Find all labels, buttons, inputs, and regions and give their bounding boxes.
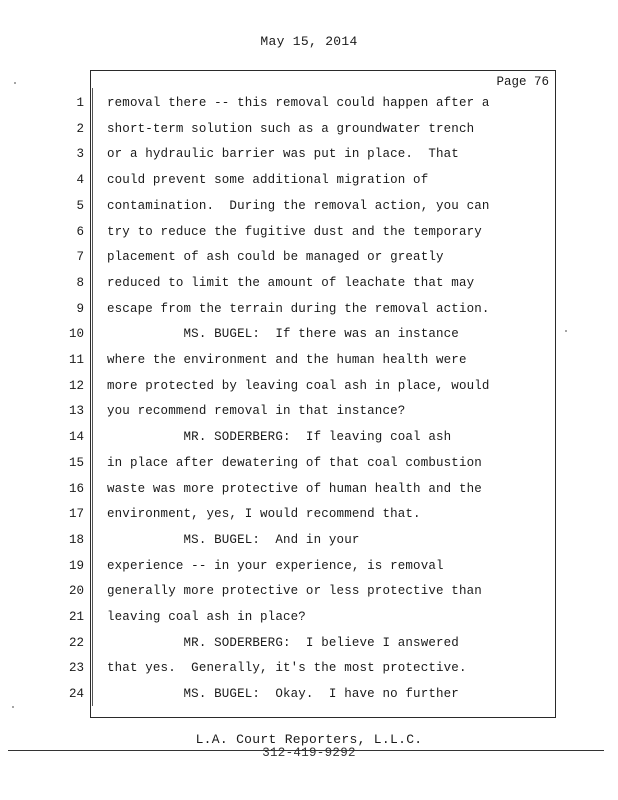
line-number: 5 — [76, 198, 84, 213]
line-text: MR. SODERBERG: If leaving coal ash — [107, 430, 452, 445]
transcript-line — [0, 275, 618, 295]
footer-phone: 312-419-9292 — [262, 746, 356, 760]
line-number: 14 — [68, 430, 84, 445]
line-number: 7 — [76, 250, 84, 265]
line-number: 16 — [68, 481, 84, 496]
line-number: 13 — [68, 404, 84, 419]
line-text: leaving coal ash in place? — [107, 610, 306, 624]
transcript-line — [0, 378, 618, 398]
line-number: 4 — [76, 173, 84, 188]
line-text: or a hydraulic barrier was put in place. That — [107, 147, 459, 162]
line-text: could prevent some additional migration of — [107, 173, 429, 188]
line-text: short-term solution such as a groundwater trench — [107, 121, 475, 136]
line-text: you recommend removal in that instance? — [107, 404, 406, 419]
line-number: 21 — [68, 610, 84, 624]
transcript-line — [0, 403, 618, 423]
transcript-line — [0, 609, 618, 629]
line-text: in place after dewatering of that coal combustion — [107, 455, 482, 470]
transcript-line — [0, 455, 618, 475]
line-number: 15 — [68, 455, 84, 470]
line-number: 1 — [76, 96, 84, 110]
line-text: contamination. During the removal action, you can — [107, 198, 490, 213]
line-number: 11 — [68, 353, 84, 367]
line-number: 10 — [68, 327, 84, 342]
line-number: 18 — [68, 532, 84, 547]
transcript-line — [0, 249, 618, 269]
line-number: 19 — [68, 558, 84, 573]
transcript-line — [0, 532, 618, 552]
transcript-line — [0, 95, 618, 115]
line-text: placement of ash could be managed or greatly — [107, 250, 444, 265]
line-text: MS. BUGEL: Okay. I have no further — [107, 687, 459, 702]
transcript-line — [0, 121, 618, 141]
line-text: try to reduce the fugitive dust and the temporary — [107, 224, 482, 239]
line-text: reduced to limit the amount of leachate that may — [107, 275, 475, 290]
transcript-line — [0, 481, 618, 501]
scan-speck — [565, 330, 567, 332]
line-number: 9 — [76, 301, 84, 316]
transcript-line — [0, 506, 618, 526]
transcript-line — [0, 635, 618, 655]
scan-speck — [14, 82, 16, 84]
transcript-line — [0, 429, 618, 449]
transcript-line — [0, 146, 618, 166]
transcript-line — [0, 352, 618, 372]
line-number: 20 — [68, 584, 84, 599]
line-text: more protected by leaving coal ash in place, would — [107, 378, 490, 393]
line-text: generally more protective or less protective than — [107, 584, 482, 599]
transcript-line — [0, 301, 618, 321]
transcript-line — [0, 326, 618, 346]
line-text: MR. SODERBERG: I believe I answered — [107, 635, 459, 650]
line-number: 12 — [68, 378, 84, 393]
line-number: 6 — [76, 224, 84, 239]
line-text: environment, yes, I would recommend that. — [107, 507, 421, 522]
transcript-line — [0, 686, 618, 706]
transcript-line — [0, 583, 618, 603]
line-text: removal there -- this removal could happen after a — [107, 96, 490, 110]
transcript-line — [0, 660, 618, 680]
line-text: that yes. Generally, it's the most protective. — [107, 661, 467, 676]
line-text: MS. BUGEL: And in your — [107, 532, 360, 547]
transcript-line — [0, 558, 618, 578]
line-text: where the environment and the human health were — [107, 353, 467, 367]
header-date: May 15, 2014 — [260, 34, 358, 49]
transcript-line — [0, 198, 618, 218]
line-text: MS. BUGEL: If there was an instance — [107, 327, 459, 342]
page-number: Page 76 — [496, 75, 549, 89]
transcript-line — [0, 172, 618, 192]
line-text: waste was more protective of human health and the — [107, 481, 482, 496]
line-number: 22 — [68, 635, 84, 650]
line-number: 24 — [68, 687, 84, 702]
line-number: 2 — [76, 121, 84, 136]
scan-speck — [12, 706, 14, 708]
line-number: 17 — [68, 507, 84, 522]
line-number: 3 — [76, 147, 84, 162]
line-number: 23 — [68, 661, 84, 676]
footer-firm: L.A. Court Reporters, L.L.C. — [195, 732, 423, 747]
line-text: escape from the terrain during the removal action. — [107, 301, 490, 316]
line-text: experience -- in your experience, is removal — [107, 558, 444, 573]
transcript-line — [0, 224, 618, 244]
line-number: 8 — [76, 275, 84, 290]
